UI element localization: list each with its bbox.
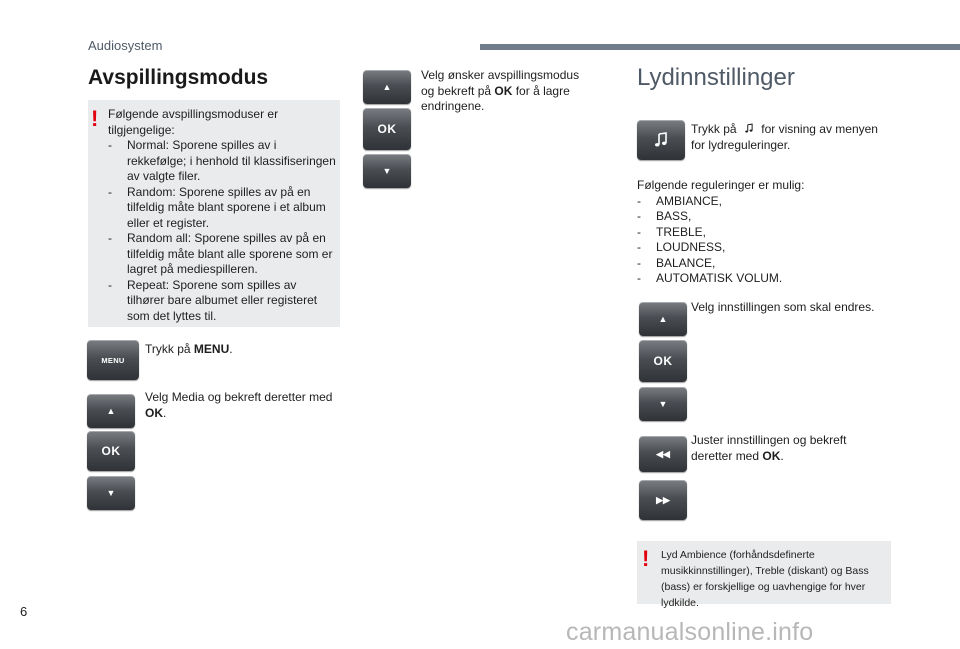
list-item: - AMBIANCE, [637, 194, 887, 210]
step-bold: OK [494, 83, 513, 98]
down-arrow-icon: ▼ [382, 165, 392, 176]
music-note-icon [653, 132, 669, 148]
list-item: - TREBLE, [637, 225, 887, 241]
down-button[interactable] [639, 387, 687, 421]
down-arrow-icon: ▼ [106, 487, 116, 498]
step-text: Velg Media og bekreft deretter med [145, 390, 333, 404]
list-item: - Normal: Sporene spilles av i rekkefølge; i henhold til klassifiseringen av valgte filer. [108, 138, 336, 185]
step-select-playback-mode [421, 68, 586, 115]
warning-icon: ! [642, 546, 650, 571]
warning-icon: ! [91, 106, 99, 131]
section-header: Audiosystem [88, 38, 163, 53]
up-arrow-icon: ▲ [658, 313, 668, 324]
down-button[interactable] [363, 154, 411, 188]
step-end: for å lagre endringene. [421, 83, 570, 113]
fast-forward-icon: ▶▶ [656, 494, 670, 505]
rewind-button[interactable] [639, 436, 687, 472]
step-end: . [780, 448, 784, 463]
playback-modes-list [108, 138, 336, 324]
step-bold: OK [762, 448, 781, 463]
watermark: carmanualsonline.info [566, 618, 814, 646]
step-bold: MENU [193, 342, 230, 356]
note-content [108, 107, 336, 324]
step-select-media [145, 390, 340, 421]
menu-button[interactable]: MENU [87, 340, 139, 380]
step-text: Trykk på [691, 122, 740, 136]
sound-settings-note [637, 541, 891, 609]
step-press-sound [691, 122, 886, 153]
step-press-menu [145, 342, 335, 358]
ok-button[interactable]: OK [87, 431, 135, 471]
down-arrow-icon: ▼ [658, 398, 668, 409]
playback-modes-note [88, 100, 340, 327]
sound-settings-button[interactable] [637, 120, 685, 160]
step-text: Velg ønsker avspillingsmodus og bekreft på [421, 68, 580, 98]
section-title-playback-mode: Avspillingsmodus [88, 66, 269, 89]
note-intro: Følgende avspillingsmoduser er tilgjengelige: [108, 107, 279, 137]
section-title-sound-settings: Lydinnstillinger [637, 64, 795, 91]
step-text: Juster innstillingen og bekreft deretter med [691, 433, 847, 463]
step-adjust-setting [691, 433, 886, 464]
ok-button[interactable]: OK [639, 340, 687, 382]
step-text: Trykk på [145, 342, 194, 356]
rewind-icon: ◀◀ [656, 448, 670, 459]
down-button[interactable] [87, 476, 135, 510]
ok-button[interactable]: OK [363, 108, 411, 150]
step-select-setting: Velg innstillingen som skal endres. [691, 300, 875, 314]
step-bold: OK [145, 405, 163, 420]
step-end: . [229, 342, 233, 356]
list-item: - Repeat: Sporene som spilles av tilhører bare albumet eller registeret som det lyttes til. [108, 278, 336, 325]
settings-list [637, 194, 887, 287]
up-arrow-icon: ▲ [382, 81, 392, 92]
up-button[interactable] [639, 302, 687, 336]
up-button[interactable] [87, 394, 135, 428]
note-text: Lyd Ambience (forhåndsdefinerte musikkinnstillinger), Treble (diskant) og Bass (bass) er forskjellige og uavhengige for hver lydkilde. [661, 549, 869, 609]
settings-block [637, 178, 887, 287]
list-item: - BASS, [637, 209, 887, 225]
step-end: . [163, 405, 167, 420]
list-item: - LOUDNESS, [637, 240, 887, 256]
list-item: - Random all: Sporene spilles av på en tilfeldig måte blant alle sporene som er lagret på mediespilleren. [108, 231, 336, 278]
music-note-icon [744, 123, 754, 134]
settings-intro: Følgende reguleringer er mulig: [637, 178, 805, 192]
page-number: 6 [20, 604, 28, 619]
step-text: for visning av menyen for lydreguleringer. [691, 122, 878, 152]
list-item: - Random: Sporene spilles av på en tilfeldig måte blant sporene i et album eller et register. [108, 185, 336, 232]
header-bar [480, 44, 960, 50]
up-arrow-icon: ▲ [106, 405, 116, 416]
up-button[interactable] [363, 70, 411, 104]
fast-forward-button[interactable] [639, 480, 687, 520]
list-item: - AUTOMATISK VOLUM. [637, 271, 887, 287]
list-item: - BALANCE, [637, 256, 887, 272]
